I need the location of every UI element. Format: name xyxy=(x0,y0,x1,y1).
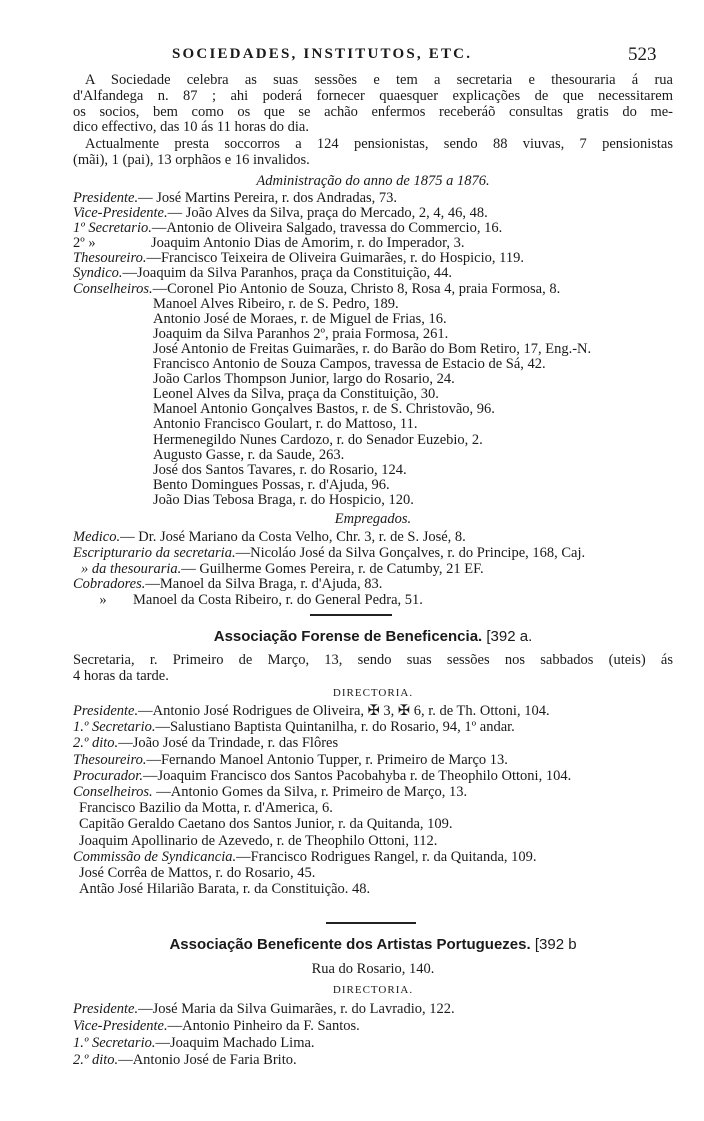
list-item: Leonel Alves da Silva, praça da Constituição, 30. xyxy=(153,386,439,403)
directoria-heading: DIRECTORIA. xyxy=(332,984,414,996)
section-divider xyxy=(310,614,392,616)
list-item xyxy=(73,849,673,865)
running-header xyxy=(0,46,704,68)
list-item xyxy=(73,206,673,221)
entry-text: —Antonio Gomes da Silva, r. Primeiro de Março, 13. xyxy=(152,784,468,801)
list-item xyxy=(73,282,673,297)
section-heading xyxy=(73,629,673,645)
list-item xyxy=(73,719,673,735)
officers-list xyxy=(73,191,673,508)
empregados-list xyxy=(73,530,673,609)
entry-text: —Coronel Pio Antonio de Souza, Christo 8, Rosa 4, praia Formosa, 8. xyxy=(152,280,561,297)
text-line: d'Alfandega n. 87 ; ahi poderá fornecer quaesquer explicações de que necessitarem xyxy=(73,88,673,104)
role-label: Thesoureiro. xyxy=(73,250,147,267)
role-label: Cobradores. xyxy=(73,576,146,593)
role-label: Conselheiros. xyxy=(73,784,153,801)
empregados-heading xyxy=(73,512,673,528)
entry-text: —Francisco Teixeira de Oliveira Guimarães, r. do Hospicio, 119. xyxy=(146,250,524,267)
list-item xyxy=(73,546,673,562)
list-item xyxy=(73,768,673,784)
list-item xyxy=(73,1052,673,1069)
list-item: Manoel Alves Ribeiro, r. de S. Pedro, 189. xyxy=(153,295,399,312)
reference-number: [392 b xyxy=(534,936,577,953)
role-label: Presidente. xyxy=(73,1001,139,1017)
list-item: Joaquim da Silva Paranhos 2º, praia Formosa, 261. xyxy=(153,325,449,342)
reference-number: [392 a. xyxy=(486,628,533,645)
address-line: Rua do Rosario, 140. xyxy=(311,961,435,977)
role-label: Vice-Presidente. xyxy=(73,1018,168,1034)
entry-text: Manoel da Costa Ribeiro, r. do General Pedra, 51. xyxy=(133,592,423,609)
list-item: Francisco Bazilio da Motta, r. d'America, 6. xyxy=(79,800,333,817)
text-line: Actualmente presta soccorros a 124 pensionistas, sendo 88 viuvas, 7 pensionistas xyxy=(85,137,673,153)
list-item: Hermenegildo Nunes Cardozo, r. do Senador Euzebio, 2. xyxy=(153,431,483,448)
list-item xyxy=(73,735,673,751)
section-title: SOCIEDADES, INSTITUTOS, ETC. xyxy=(172,46,473,62)
entry-text: —Antonio Pinheiro da F. Santos. xyxy=(167,1018,360,1034)
ditto-mark: » xyxy=(99,592,107,609)
entry-text: —João José da Trindade, r. das Flôres xyxy=(118,735,339,752)
list-item: Capitão Geraldo Caetano dos Santos Junior, r. da Quitanda, 109. xyxy=(79,816,453,833)
entry-text: — José Martins Pereira, r. dos Andradas, 73. xyxy=(138,190,398,206)
role-label: » da thesouraria. xyxy=(81,560,182,577)
role-label: Syndico. xyxy=(73,265,123,282)
admin-heading xyxy=(73,174,673,190)
entry-text: — Dr. José Mariano da Costa Velho, Chr. 3, r. de S. José, 8. xyxy=(120,529,466,545)
list-item: José dos Santos Tavares, r. do Rosario, 124. xyxy=(153,461,407,478)
role-label: 2.º dito. xyxy=(73,1052,119,1068)
role-label: Thesoureiro. xyxy=(73,751,147,768)
list-item xyxy=(73,593,673,609)
role-label: Medico. xyxy=(73,529,121,545)
entry-text: —Antonio José Rodrigues de Oliveira, ✠ 3, ✠ 6, r. de Th. Ottoni, 104. xyxy=(138,703,550,719)
list-item: Antonio José de Moraes, r. de Miguel de Frias, 16. xyxy=(153,310,447,327)
text-line: Secretaria, r. Primeiro de Março, 13, sendo suas sessões nos sabbados (uteis) ás xyxy=(73,653,673,668)
entry-text: —Francisco Rodrigues Rangel, r. da Quitanda, 109. xyxy=(236,848,537,865)
list-item: João Dias Tebosa Braga, r. do Hospicio, 120. xyxy=(153,491,414,508)
list-item xyxy=(73,191,673,206)
entry-text: —Joaquim da Silva Paranhos, praça da Constituição, 44. xyxy=(122,265,452,282)
list-item: Joaquim Apollinario de Azevedo, r. de Theophilo Ottoni, 112. xyxy=(79,832,438,849)
entry-text: —Manoel da Silva Braga, r. d'Ajuda, 83. xyxy=(145,576,383,593)
list-item xyxy=(73,1018,673,1035)
entry-text: —José Maria da Silva Guimarães, r. do Lavradio, 122. xyxy=(138,1001,455,1017)
list-item xyxy=(73,530,673,546)
entry-text: —Salustiano Baptista Quintanilha, r. do Rosario, 94, 1º andar. xyxy=(155,719,515,736)
role-label: Conselheiros. xyxy=(73,280,153,297)
role-label: Presidente. xyxy=(73,190,139,206)
role-label: Procurador. xyxy=(73,767,143,784)
role-label: 2.º dito. xyxy=(73,735,119,752)
list-item: Francisco Antonio de Souza Campos, travessa de Estacio de Sá, 42. xyxy=(153,356,546,373)
role-label: 1.º Secretario. xyxy=(73,1035,156,1051)
entry-text: —Fernando Manoel Antonio Tupper, r. Primeiro de Março 13. xyxy=(146,751,508,768)
entry-text: — João Alves da Silva, praça do Mercado, 2, 4, 46, 48. xyxy=(167,205,488,222)
list-item: José Antonio de Freitas Guimarães, r. do Barão do Bom Retiro, 17, Eng.-N. xyxy=(153,340,592,357)
list-item: Augusto Gasse, r. da Saude, 263. xyxy=(153,446,345,463)
role-label: 1.º Secretario. xyxy=(73,719,156,736)
list-item: José Corrêa de Mattos, r. do Rosario, 45. xyxy=(79,865,316,882)
list-item xyxy=(73,1001,673,1018)
list-item xyxy=(73,266,673,281)
entry-text: —Antonio de Oliveira Salgado, travessa do Commercio, 16. xyxy=(151,220,503,237)
entry-text: —Joaquim Machado Lima. xyxy=(155,1035,315,1051)
list-item xyxy=(73,562,673,578)
heading-text: Associação Forense de Beneficencia. xyxy=(213,628,483,645)
directoria-heading: DIRECTORIA. xyxy=(332,687,414,699)
list-item xyxy=(73,752,673,768)
role-label: 1º Secretario. xyxy=(73,220,152,237)
role-label: Presidente. xyxy=(73,703,139,719)
text-line: A Sociedade celebra as suas sessões e tem a secretaria e thesouraria á rua xyxy=(85,73,673,88)
role-label: Commissão de Syndicancia. xyxy=(73,848,237,865)
list-item xyxy=(73,577,673,593)
role-label: Vice-Presidente. xyxy=(73,205,168,222)
artistas-directoria-list xyxy=(73,1001,673,1069)
list-item xyxy=(73,251,673,266)
list-item: Antão José Hilarião Barata, r. da Constituição. 48. xyxy=(79,881,371,898)
role-label: 2º » xyxy=(73,235,96,252)
heading-text: Empregados. xyxy=(334,511,412,527)
heading-text: Administração do anno de 1875 a 1876. xyxy=(256,173,490,189)
entry-text: —Joaquim Francisco dos Santos Pacobahyba r. de Theophilo Ottoni, 104. xyxy=(142,767,572,784)
entry-text: Joaquim Antonio Dias de Amorim, r. do Imperador, 3. xyxy=(151,235,465,252)
text-line: 4 horas da tarde. xyxy=(73,667,169,684)
heading-text: Associação Beneficente dos Artistas Portuguezes. xyxy=(169,936,531,953)
list-item: Antonio Francisco Goulart, r. do Mattoso, 11. xyxy=(153,416,418,433)
list-item xyxy=(73,784,673,800)
list-item xyxy=(73,1035,673,1052)
list-item xyxy=(73,703,673,719)
list-item: João Carlos Thompson Junior, largo do Rosario, 24. xyxy=(153,371,455,388)
list-item: Manoel Antonio Gonçalves Bastos, r. de S. Christovão, 96. xyxy=(153,401,495,418)
page-number: 523 xyxy=(628,44,657,65)
intro-paragraph xyxy=(73,73,673,169)
list-item xyxy=(73,236,673,251)
list-item xyxy=(73,221,673,236)
section-divider xyxy=(326,922,416,924)
role-label: Escripturario da secretaria. xyxy=(73,544,236,561)
text-line: dico effectivo, das 10 ás 11 horas do dia. xyxy=(73,119,309,136)
text-line: os socios, bem como os que se achão enfermos receberáõ consultas gratis do me- xyxy=(73,104,673,120)
section-heading xyxy=(73,937,673,953)
entry-text: —Antonio José de Faria Brito. xyxy=(118,1052,297,1068)
list-item: Bento Domingues Possas, r. d'Ajuda, 96. xyxy=(153,476,390,493)
forense-directoria-list xyxy=(73,703,673,897)
entry-text: — Guilherme Gomes Pereira, r. de Catumby, 21 EF. xyxy=(181,560,484,577)
forense-paragraph xyxy=(73,653,673,685)
entry-text: —Nicoláo José da Silva Gonçalves, r. do Principe, 168, Caj. xyxy=(235,544,586,561)
text-line: (mãi), 1 (pai), 13 orphãos e 16 invalidos. xyxy=(73,151,310,168)
